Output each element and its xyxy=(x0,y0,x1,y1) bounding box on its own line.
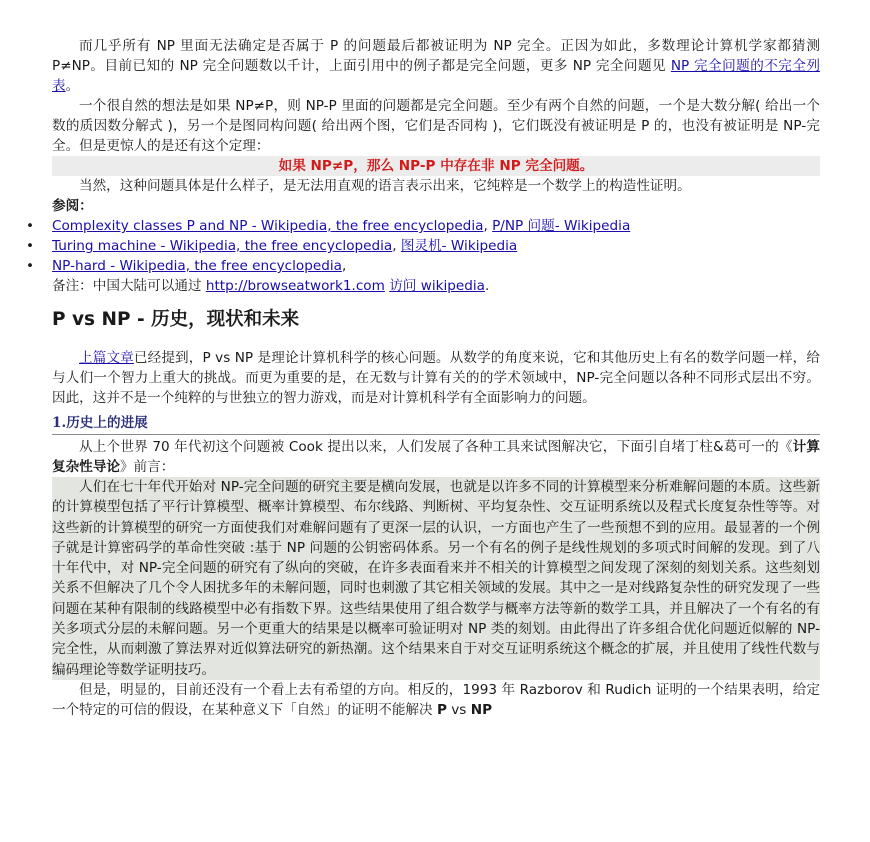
section-title: P vs NP - 历史，现状和未来 xyxy=(52,309,300,330)
browseatwork-link[interactable]: http://browseatwork1.com xyxy=(205,278,385,294)
paragraph-np-minus-p: 一个很自然的想法是如果 NP≠P，则 NP-P 里面的问题都是完全问题。至少有两个自然的问题，一个是大数分解( 给出一个数的质因数分解式 )，另一个是图同构问题( 给出两个图，它们是否同构 )，它们既没有被证明是 P 的，也没有被证明是 NP-完全。但是更惊人的是还有这个定理： xyxy=(52,98,820,154)
article xyxy=(52,36,820,720)
quote-block xyxy=(52,477,820,680)
ref-link-turing-machine-zh[interactable]: 图灵机- Wikipedia xyxy=(400,238,518,254)
previous-article-link[interactable]: 上篇文章 xyxy=(79,350,134,366)
note-line: 备注：中国大陆可以通过 http://browseatwork1.com 访问 wikipedia. xyxy=(52,278,490,294)
refs-label: 参阅： xyxy=(52,198,93,214)
list-item: • Complexity classes P and NP - Wikipedia, the free encyclopedia, P/NP 问题- Wikipedia xyxy=(52,216,820,236)
paragraph-np-complete: 而几乎所有 NP 里面无法确定是否属于 P 的问题最后都被证明为 NP 完全。正因为如此，多数理论计算机学家都猜测 P≠NP。目前已知的 NP 完全问题数以千计，上面引用中的例子都是完全问题，更多 NP 完全问题见 NP 完全问题的不完全列表。 xyxy=(52,38,820,94)
ref-link-pnp-problem[interactable]: P/NP 问题- Wikipedia xyxy=(492,218,631,234)
ref-link-complexity-classes[interactable]: Complexity classes P and NP - Wikipedia, the free encyclopedia xyxy=(52,218,484,234)
ref-link-turing-machine[interactable]: Turing machine - Wikipedia, the free encyclopedia xyxy=(52,238,393,254)
theorem-highlight: 如果 NP≠P，那么 NP-P 中存在非 NP 完全问题。 xyxy=(52,156,820,176)
np-complete-list-link[interactable]: NP 完全问题的不完全列表 xyxy=(52,58,820,94)
quote-text: 人们在七十年代开始对 NP-完全问题的研究主要是横向发展，也就是以许多不同的计算模型来分析难解问题的本质。这些新的计算模型包括了平行计算模型、概率计算模型、布尔线路、判断树、平均复杂性、交互证明系统以及程式长度复杂性等等。对这些新的计算模型的研究一方面使我们对难解问题有了更深一层的认识，一方面也产生了一些预想不到的应用。最显著的一个例子就是计算密码学的革命性突破 :基于 NP 问题的公钥密码体系。另一个有名的例子是线性规划的多项式时间解的发现。到了八十年代中，对 NP-完全问题的研究有了纵向的突破，在许多表面看来并不相关的计算模型之间发现了深刻的刻划关系。这些刻划关系不但解决了几个令人困扰多年的未解问题，同时也刺激了其它相关领域的发展。其中之一是对线路复杂性的研究发现了一些问题在某种有限制的线路模型中必有指数下界。这些结果使用了组合数学与概率方法等新的数学工具，并且解决了一个有名的有关多项式分层的未解问题。另一个更重大的结果是以概率可验证明对 NP 类的刻划。由此得出了许多组合优化问题近似解的 NP-完全性，从而刺激了算法界对近似算法研究的新热潮。这个结果来自于对交互证明系统这个概念的扩展，并且使用了线性代数与编码理论等数学证明技巧。 xyxy=(52,479,820,678)
visit-wikipedia-link[interactable]: 访问 wikipedia xyxy=(389,278,485,294)
ref-link-np-hard[interactable]: NP-hard - Wikipedia, the free encyclopedia xyxy=(52,258,342,274)
reference-list xyxy=(52,216,820,276)
paragraph-intro: 上篇文章已经提到，P vs NP 是理论计算机科学的核心问题。从数学的角度来说，它和其他历史上有名的数学问题一样，给与人们一个智力上重大的挑战。而更为重要的是，在无数与计算有关的的学术领域中，NP-完全问题以各种不同形式层出不穷。因此，这并不是一个纯粹的与世独立的智力游戏，而是对计算机科学有全面影响力的问题。 xyxy=(52,350,820,406)
list-item: • Turing machine - Wikipedia, the free encyclopedia, 图灵机- Wikipedia xyxy=(52,236,820,256)
paragraph-constructive-proof: 当然，这种问题具体是什么样子，是无法用直观的语言表示出来，它纯粹是一个数学上的构造性证明。 xyxy=(79,178,691,194)
subsection-title: 1.历史上的进展 xyxy=(52,413,820,435)
list-item: • NP-hard - Wikipedia, the free encyclopedia, xyxy=(52,256,820,276)
paragraph-final: 但是，明显的，目前还没有一个看上去有希望的方向。相反的，1993 年 Razborov 和 Rudich 证明的一个结果表明，给定一个特定的可信的假设，在某种意义下「自然」的证明不能解决 P vs NP xyxy=(52,681,820,718)
paragraph-history: 从上个世界 70 年代初这个问题被 Cook 提出以来，人们发展了各种工具来试图解决它，下面引自堵丁柱&葛可一的《计算复杂性导论》前言： xyxy=(52,439,820,475)
book-title: 计算复杂性导论 xyxy=(52,439,820,475)
